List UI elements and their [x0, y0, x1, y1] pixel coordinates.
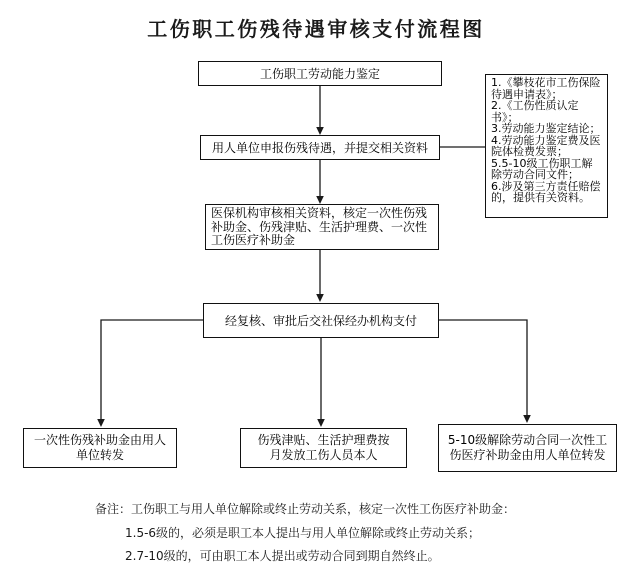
- arrow-down-icon: [97, 419, 105, 427]
- arrow-down-icon: [316, 127, 324, 135]
- outcome-lump-sum-disability-subsidy: [23, 428, 177, 468]
- flow-step-label: 用人单位申报伤残待遇，并提交相关资料: [211, 140, 428, 155]
- flow-step-recheck-approve-pay: [203, 303, 439, 338]
- materials-item: 2.《工伤性质认定书》；: [491, 99, 579, 124]
- materials-item: 1.《攀枝花市工伤保险待遇申请表》；: [491, 76, 601, 101]
- outcome-label: 5-10级解除劳动合同一次性工伤医疗补助金由用人单位转发: [447, 433, 608, 462]
- page-title: 工伤职工伤残待遇审核支付流程图: [147, 17, 485, 41]
- flow-step-label: 经复核、审批后交社保经办机构支付: [224, 313, 417, 328]
- flow-step-labor-capacity-appraisal: [198, 61, 442, 86]
- arrow-down-icon: [316, 294, 324, 302]
- remarks-line-2: 1.5-6级的，必须是职工本人提出与用人单位解除或终止劳动关系；: [125, 525, 481, 540]
- flow-step-insurance-agency-review: [205, 204, 439, 250]
- remarks-line-1: 备注：工伤职工与用人单位解除或终止劳动关系，核定一次性工伤医疗补助金：: [95, 502, 516, 516]
- flow-step-employer-declare-benefits: [200, 135, 440, 160]
- arrow-down-icon: [316, 196, 324, 204]
- remarks-section: [95, 498, 515, 567]
- connector-step4-outcome-left: [101, 320, 203, 419]
- materials-list-box: [485, 74, 608, 218]
- outcome-label: 一次性伤残补助金由用人单位转发: [33, 433, 166, 462]
- arrow-down-icon: [317, 419, 325, 427]
- outcome-medical-subsidy-grade5-10: [438, 424, 617, 472]
- flow-step-label: 工伤职工劳动能力鉴定: [259, 66, 380, 81]
- connector-step4-outcome-right: [439, 320, 527, 415]
- materials-item: 5.5-10级工伤职工解除劳动合同文件；: [491, 156, 593, 181]
- flow-step-label: 医保机构审核相关资料，核定一次性伤残补助金、伤残津贴、生活护理费、一次性工伤医疗补助金: [211, 206, 428, 247]
- remarks-line-3: 2.7-10级的，可由职工本人提出或劳动合同到期自然终止。: [125, 549, 440, 563]
- materials-item: 4.劳动能力鉴定费及医院体检费发票；: [491, 133, 601, 158]
- outcome-label: 伤残津贴、生活护理费按月发放工伤人员本人: [257, 433, 390, 462]
- arrow-down-icon: [523, 415, 531, 423]
- outcome-monthly-allowance-care-fee: [240, 428, 407, 468]
- materials-item: 3.劳动能力鉴定结论；: [491, 122, 601, 135]
- materials-item: 6.涉及第三方责任赔偿的，提供有关资料。: [491, 179, 601, 204]
